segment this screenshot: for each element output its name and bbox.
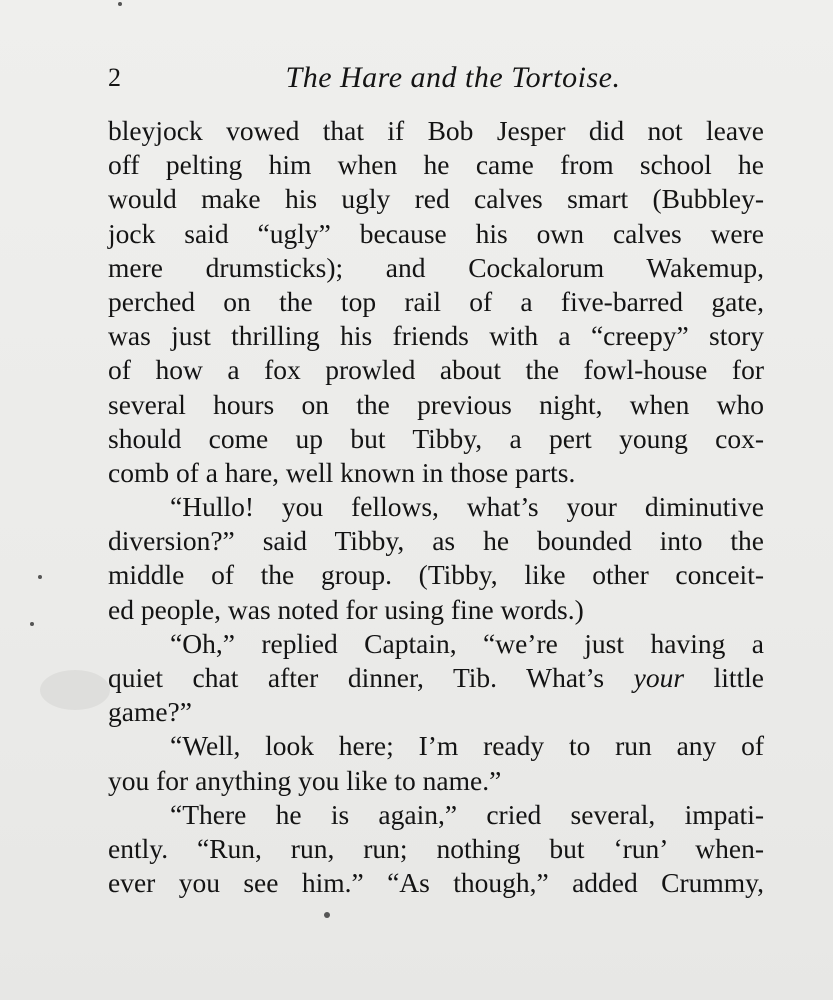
emphasized-word: your <box>633 662 685 693</box>
running-header <box>108 58 768 98</box>
text-segment: quiet chat after dinner, Tib. What’s <box>108 662 605 693</box>
text-line: mere drumsticks); and Cockalorum Wakemup, <box>108 251 764 283</box>
text-line: of how a fox prowled about the fowl-house for <box>108 354 764 386</box>
text-line: “Hullo! you fellows, what’s your diminutive <box>170 491 764 523</box>
text-line: “Oh,” replied Captain, “we’re just having a <box>170 627 764 659</box>
text-line: ently. “Run, run, run; nothing but ‘run’ when- <box>108 832 764 864</box>
text-segment: little <box>713 662 765 693</box>
text-line: “There he is again,” cried several, impati- <box>170 798 764 830</box>
text-line: jock said “ugly” because his own calves were <box>108 217 764 249</box>
text-line: bleyjock vowed that if Bob Jesper did not leave <box>108 115 764 146</box>
text-line: game?” <box>108 696 192 728</box>
ink-speck <box>30 622 34 626</box>
text-line: should come up but Tibby, a pert young cox- <box>108 422 764 454</box>
body-text <box>108 114 764 900</box>
ink-speck <box>324 912 330 918</box>
text-line: diversion?” said Tibby, as he bounded into the <box>108 525 764 557</box>
ink-speck <box>38 575 42 579</box>
text-line: was just thrilling his friends with a “creepy” story <box>108 320 764 352</box>
text-line-with-emphasis <box>108 661 764 695</box>
running-title: The Hare and the Tortoise. <box>285 61 621 94</box>
text-line: “Well, look here; I’m ready to run any of <box>170 730 764 762</box>
ink-speck <box>118 2 122 6</box>
text-line: off pelting him when he came from school he <box>108 149 764 181</box>
text-line: perched on the top rail of a five-barred gate, <box>108 285 764 317</box>
text-line: comb of a hare, well known in those parts. <box>108 456 576 488</box>
page-number: 2 <box>108 63 121 92</box>
text-line: you for anything you like to name.” <box>108 764 502 796</box>
paper-stain <box>40 670 110 710</box>
text-line: ever you see him.” “As though,” added Crummy, <box>108 867 764 899</box>
text-line: would make his ugly red calves smart (Bubbley- <box>108 183 764 215</box>
text-line: ed people, was noted for using fine words.) <box>108 593 584 625</box>
text-line: several hours on the previous night, when who <box>108 388 764 420</box>
text-line: middle of the group. (Tibby, like other conceit- <box>108 559 764 591</box>
